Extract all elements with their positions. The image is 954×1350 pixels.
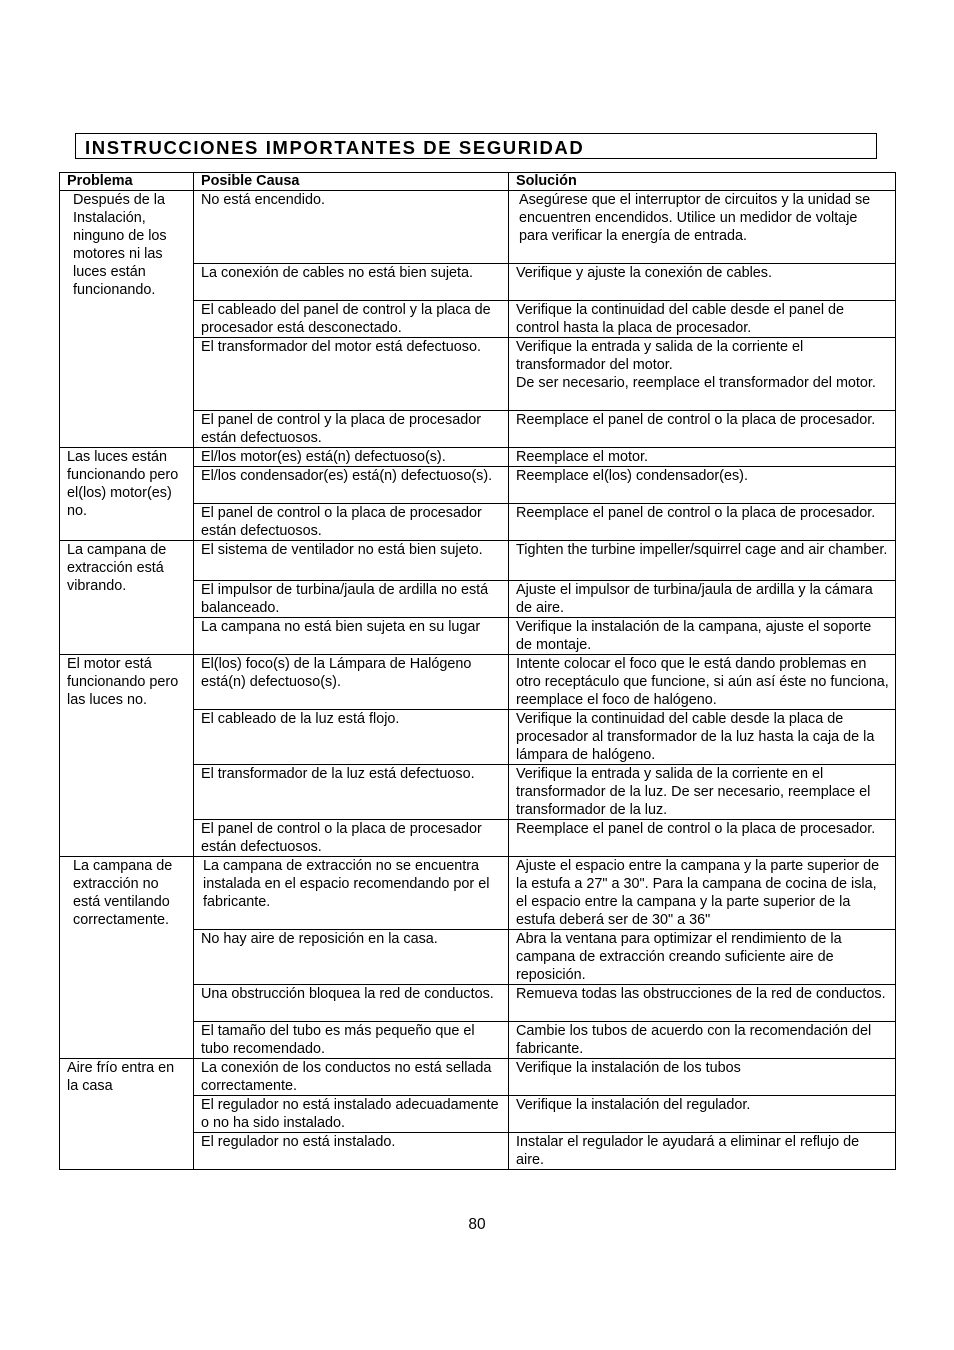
solution-cell: Verifique la continuidad del cable desde la placa de procesador al transformador de la luz hasta la caja de la lámpara de halógeno.: [509, 710, 896, 765]
cause-cell: El/los motor(es) está(n) defectuoso(s).: [194, 448, 509, 467]
solution-cell: Reemplace el panel de control o la placa de procesador.: [509, 820, 896, 857]
cause-cell: La campana no está bien sujeta en su lugar: [194, 618, 509, 655]
cause-cell: El/los condensador(es) está(n) defectuoso(s).: [194, 467, 509, 504]
solution-cell: Instalar el regulador le ayudará a eliminar el reflujo de aire.: [509, 1133, 896, 1170]
table-header-row: [60, 173, 896, 191]
section-title: INSTRUCCIONES IMPORTANTES DE SEGURIDAD: [85, 137, 585, 158]
problem-cell: La campana de extracción no está ventilando correctamente.: [60, 857, 194, 1059]
cause-cell: El transformador del motor está defectuoso.: [194, 338, 509, 411]
cause-cell: El sistema de ventilador no está bien sujeto.: [194, 541, 509, 581]
problem-cell: Después de la Instalación, ninguno de los motores ni las luces están funcionando.: [60, 191, 194, 448]
solution-cell: Verifique la instalación de la campana, ajuste el soporte de montaje.: [509, 618, 896, 655]
solution-cell: Ajuste el impulsor de turbina/jaula de ardilla y la cámara de aire.: [509, 581, 896, 618]
header-solution: Solución: [509, 173, 896, 191]
cause-cell: Una obstrucción bloquea la red de conductos.: [194, 985, 509, 1022]
cause-cell: La campana de extracción no se encuentra instalada en el espacio recomendando por el fabricante.: [194, 857, 509, 930]
solution-cell: Verifique la instalación del regulador.: [509, 1096, 896, 1133]
cause-cell: El impulsor de turbina/jaula de ardilla no está balanceado.: [194, 581, 509, 618]
solution-cell: [509, 338, 896, 411]
cause-cell: El panel de control y la placa de procesador están defectuosos.: [194, 411, 509, 448]
solution-cell: Cambie los tubos de acuerdo con la recomendación del fabricante.: [509, 1022, 896, 1059]
cause-cell: La conexión de los conductos no está sellada correctamente.: [194, 1059, 509, 1096]
table-row: [60, 1059, 896, 1096]
cause-cell: El panel de control o la placa de procesador están defectuosos.: [194, 820, 509, 857]
solution-cell: Asegúrese que el interruptor de circuitos y la unidad se encuentren encendidos. Utilice un medidor de voltaje para verificar la energía de entrada.: [509, 191, 896, 264]
solution-cell: Reemplace el panel de control o la placa de procesador.: [509, 411, 896, 448]
table-row: [60, 541, 896, 581]
page-number: 80: [468, 1216, 486, 1233]
section-title-box: [75, 133, 877, 159]
cause-cell: El cableado de la luz está flojo.: [194, 710, 509, 765]
problem-cell: Aire frío entra en la casa: [60, 1059, 194, 1170]
cause-cell: No está encendido.: [194, 191, 509, 264]
problem-cell: La campana de extracción está vibrando.: [60, 541, 194, 655]
solution-line: Verifique la entrada y salida de la corriente el transformador del motor.: [516, 339, 804, 373]
cause-cell: El panel de control o la placa de procesador están defectuosos.: [194, 504, 509, 541]
solution-cell: Verifique la instalación de los tubos: [509, 1059, 896, 1096]
solution-cell: Remueva todas las obstrucciones de la red de conductos.: [509, 985, 896, 1022]
problem-cell: El motor está funcionando pero las luces no.: [60, 655, 194, 857]
table-row: [60, 448, 896, 467]
solution-line: De ser necesario, reemplace el transformador del motor.: [516, 375, 876, 391]
cause-cell: El(los) foco(s) de la Lámpara de Halógeno está(n) defectuoso(s).: [194, 655, 509, 710]
solution-cell: Reemplace el panel de control o la placa de procesador.: [509, 504, 896, 541]
solution-cell: Reemplace el(los) condensador(es).: [509, 467, 896, 504]
solution-cell: Reemplace el motor.: [509, 448, 896, 467]
troubleshooting-table: [59, 172, 896, 1170]
problem-cell: Las luces están funcionando pero el(los) motor(es) no.: [60, 448, 194, 541]
table-row: [60, 655, 896, 710]
solution-cell: Ajuste el espacio entre la campana y la parte superior de la estufa a 27" a 30". Para la campana de cocina de isla, el espacio entre la campana y la parte superior de la estufa deberá ser de 30" a 36": [509, 857, 896, 930]
cause-cell: El tamaño del tubo es más pequeño que el tubo recomendado.: [194, 1022, 509, 1059]
solution-cell: Verifique la continuidad del cable desde el panel de control hasta la placa de procesador.: [509, 301, 896, 338]
solution-cell: Verifique y ajuste la conexión de cables.: [509, 264, 896, 301]
solution-cell: Tighten the turbine impeller/squirrel cage and air chamber.: [509, 541, 896, 581]
solution-cell: Abra la ventana para optimizar el rendimiento de la campana de extracción creando suficiente aire de reposición.: [509, 930, 896, 985]
table-row: [60, 857, 896, 930]
table-row: [60, 191, 896, 264]
header-problem: Problema: [60, 173, 194, 191]
solution-cell: Verifique la entrada y salida de la corriente en el transformador de la luz. De ser necesario, reemplace el transformador de la luz.: [509, 765, 896, 820]
cause-cell: La conexión de cables no está bien sujeta.: [194, 264, 509, 301]
cause-cell: El cableado del panel de control y la placa de procesador está desconectado.: [194, 301, 509, 338]
cause-cell: El transformador de la luz está defectuoso.: [194, 765, 509, 820]
cause-cell: El regulador no está instalado adecuadamente o no ha sido instalado.: [194, 1096, 509, 1133]
solution-cell: Intente colocar el foco que le está dando problemas en otro receptáculo que funcione, si aún así éste no funciona, reemplace el foco de halógeno.: [509, 655, 896, 710]
cause-cell: El regulador no está instalado.: [194, 1133, 509, 1170]
cause-cell: No hay aire de reposición en la casa.: [194, 930, 509, 985]
header-cause: Posible Causa: [194, 173, 509, 191]
